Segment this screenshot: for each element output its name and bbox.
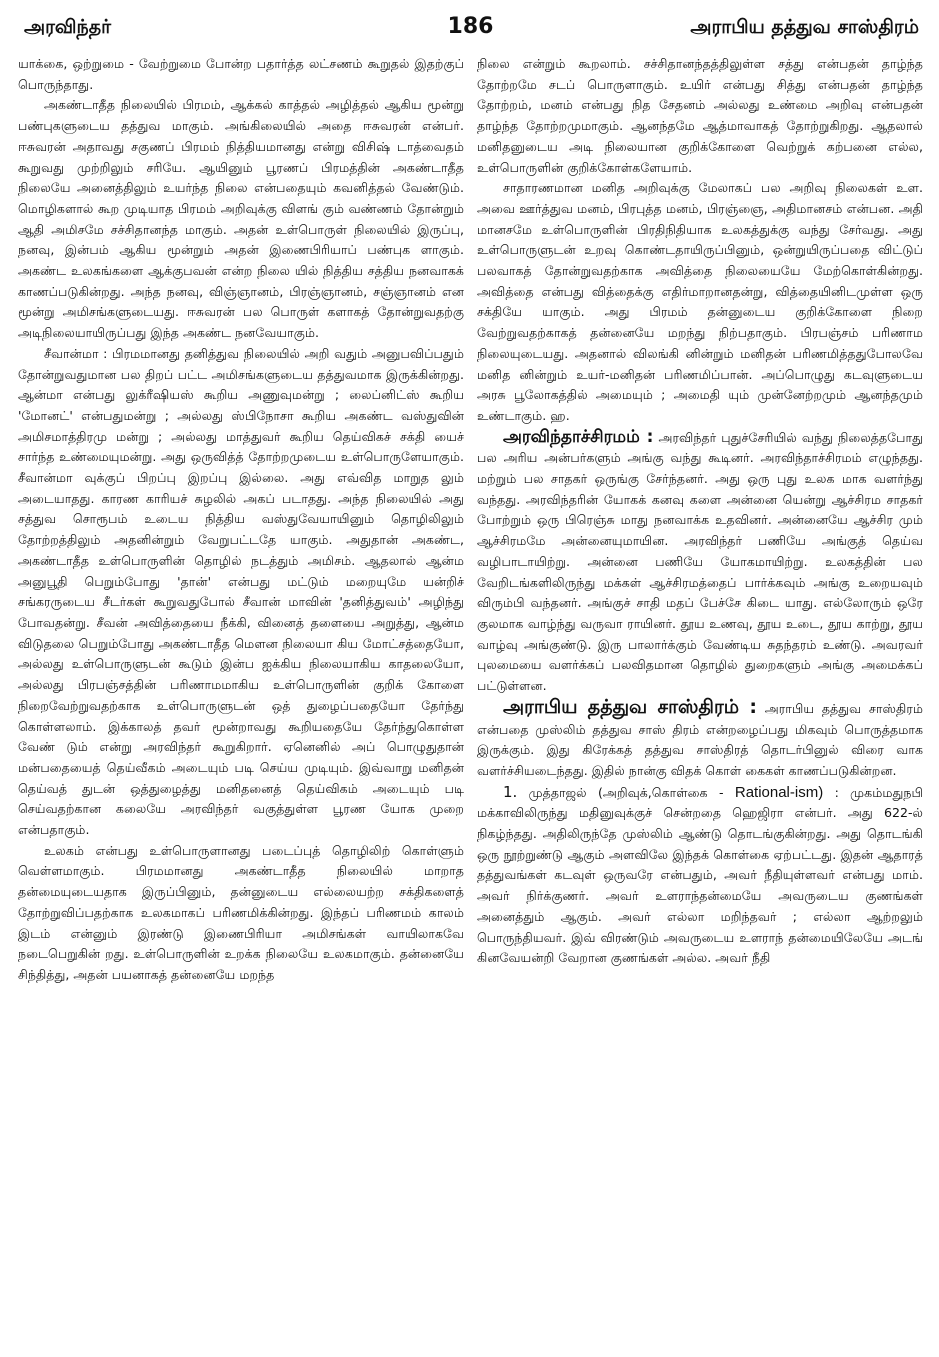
list-item <box>477 782 923 969</box>
running-header <box>18 14 923 54</box>
item-body: : முகம்மதுநபி மக்காவிலிருந்து மதினுவுக்குச் சென்றதை ஹெஜிரா என்பர். அது 622-ல் நிகழ்ந்தது. அதிலிருந்தே முஸ்லிம் ஆண்டு தொடங்குகின்றது. அது தொடங்கி ஒரு நூற்றுண்டு ஆகும் அளவிலே இந்தக் கொள்கை ஏற்பட்டது. இதன் ஆதாரத் தத்துவங்கள் கடவுள் ஒருவரே என்பதும், அவர் நீதியுள்ளவர் என்பது மாம். அவர் நிர்க்குணர். அவர் உளராந்தன்மையே அவருடைய குணங்கள் அனைத்தும் ஆகும். அவர் எல்லா மறிந்தவர் ; எல்லா ஆற்றலும் பொருந்தியவர். இவ் விரண்டும் அவருடைய உளராந் தன்மையிலேயே அடங் கினவேயன்றி வேறான குணங்கள் அல்ல. அவர் நீதி <box>477 784 923 966</box>
paragraph: உலகம் என்பது உள்பொருளானது படைப்புத் தொழிலிற் கொள்ளும் வெள்ளமாகும். பிரமமானது அகண்டாதீத நிலையில் மாறாத தன்மையுடையதாக இருப்பினும், தன்னுடைய எல்லையற்ற சக்திகளைத் தோற்றுவிப்பதற்காக உலகமாகப் பரிணமிக்கின்றது. இந்தப் பரிணமம் காலம் இடம் என்னும் இரண்டு இணைபிரியா அமிசங்கள் வாயிலாகவே நடைபெறுகின் றது. உள்பொருளின் உறக்க நிலையே உலகமாகும். தன்னையே சிந்தித்து, அதன் பயனாகத் தன்னையே மறந்த <box>18 842 464 982</box>
paragraph: சாதாரணமான மனித அறிவுக்கு மேலாகப் பல அறிவு நிலைகள் உள. அவை ஊர்த்துவ மனம், பிரபுத்த மனம், பிரஞ்ஞை, அதிமானசம் என்பன. அதி மானசமே உள்பொருளின் பிரதிநிதியாக உலகத்துக்கு வந்து சேர்வது. அது உள்பொருளுடன் உறவு கொண்டதாயிருப்பினும், ஒன்றுயிருப்பதை விட்டுப் பலவாகத் தோன்றுவதற்காக அவித்தை நிலையையே மேற்கொள்கின்றது. அவித்தை என்பது வித்தைக்கு எதிர்மாறானதன்று, வித்தையினிடமுள்ள ஒரு சக்தியே யாகும். அது பிரமம் தன்னுடைய குறிக்கோளை நிறை வேற்றுவதற்காகத் தன்னையே மறந்து நிற்பதாகும். பிரபஞ்சம் பரிணாம நிலையுடையது. அதனால் விலங்கி னின்றும் மனிதன் பரிணமித்ததுபோலவே மனித னின்றும் உயர்-மனிதன் பரிணமிப்பான். அப்பொழுது கடவுளுடைய அரசு பூலோகத்தில் அமையும் ; அமைதி யும் முன்னேற்றமும் ஆனந்தமும் உண்டாகும். ஹ. <box>477 180 923 423</box>
section-body: அராபிய தத்துவ சாஸ்திரம் என்பதை முஸ்லிம் தத்துவ சாஸ் திரம் என்றழைப்பது மிகவும் பொருத்தமாக இருக்கும். இது கிரேக்கத் தத்துவ சாஸ்திரத் தொடர்பினுல் விரை வாக வளர்ச்சியடைந்தது. இதில் நான்கு விதக் கொள் கைகள் காணப்படுகின்றன. <box>477 700 923 778</box>
paragraph: அகண்டாதீத நிலையில் பிரமம், ஆக்கல் காத்தல் அழித்தல் ஆகிய மூன்று பண்புகளுடைய தத்துவ மாகும். அங்கிலையில் அதை ஈசுவரன் என்பர். ஈசுவரன் அதாவது சகுணப் பிரமம் நித்தியமானது என்று விசிஷ் டாத்வைதம் கூறுவது முற்றிலும் சரியே. ஆயினும் பூரணப் பிரமத்தின் அகண்டாதீத நிலையே அனைத்திலும் உயர்ந்த நிலை என்பதையும் கவனித்தல் வேண்டும். மொழிகளால் கூற முடியாத பிரமம் அறிவுக்கு விளங் கும் வண்ணம் தோன்றும் ஆதி அமிசமே சச்சிதானந்த மாகும். அதன் உள்பொருள் நிலையில் இருப்பு, நனவு, இன்பம் ஆகிய மூன்றும் அதன் இணைபிரியாப் பண்புக ளாகும். அகண்ட உலகங்களை ஆக்குபவன் என்ற நிலை யில் நித்திய சத்திய நனவாகக் காணப்படுகின்றது. அந்த நனவு, விஞ்ஞானம், பிரஞ்ஞானம், சஞ்ஞானம் என மூன்று அமிசங்களுடையது. ஈசுவரன் பல பொருள் களாகத் தோன்றுவதற்கு அடிநிலையாயிருப்பது இந்த அகண்ட நனவேயாகும். <box>18 97 464 341</box>
section-heading: அராபிய தத்துவ சாஸ்திரம் : <box>503 695 758 718</box>
item-latin-term: Rational-ism) <box>734 783 824 801</box>
item-heading: முத்தாஜல் (அறிவுக்,கொள்கை - <box>528 784 724 800</box>
paragraph: யாக்கை, ஒற்றுமை - வேற்றுமை போன்ற பதார்த்த லட்சணம் கூறுதல் இதற்குப் பொருந்தாது. <box>18 56 464 92</box>
right-column <box>477 54 923 1349</box>
header-left-title: அரவிந்தர் <box>24 16 112 38</box>
section-heading: அரவிந்தாச்சிரமம் : <box>503 426 654 447</box>
page-number: 186 <box>447 14 494 39</box>
two-column-body <box>18 54 923 1349</box>
section-body: அரவிந்தர் புதுச்சேரியில் வந்து நிலைத்தபோது பல அரிய அன்பர்களும் அங்கு வந்து கூடினர். அரவிந்தாச்சிரமம் எழுந்தது. மற்றும் பல சாதகர் ஒருங்கு சேர்ந்தனர். அது ஒரு புது உலக மாக வளர்ந்து வந்தது. அரவிந்தரின் யோகக் கனவு களை அன்னை யென்று ஆச்சிரம சாதகர் போற்றும் ஒரு பிரெஞ்சு மாது நனவாக்க உதவினர். அன்னையே ஆச்சிர மும் ஆச்சிரமமே அன்னையுமாயின. அரவிந்தர் பணியே அங்குத் தெய்வ வழிபாடாயிற்று. அன்னை பணியே யோகமாயிற்று. உலகத்தின் பல வேறிடங்களிலிருந்து மக்கள் ஆச்சிரமத்தைப் பார்க்கவும் அங்கு உறையவும் விரும்பி வந்தனர். அங்குச் சாதி மதப் பேச்சே கிடை யாது. எல்லோரும் ஒரே குலமாக வாழ்ந்து வருவா ராயினர். தூய உணவு, தூய உடை, தூய காற்று, தூய வாழ்வு அங்குண்டு. இரு பாலார்க்கும் வேண்டிய சுதந்தரம் உண்டு. அவரவர் புலமையை வளர்க்கப் பலவிதமான தொழில் துறைகளும் அங்கு அமைக்கப் பட்டுள்ளன. <box>477 429 923 694</box>
paragraph: நிலை என்றும் கூறலாம். சச்சிதானந்தத்திலுள்ள சத்து என்பதன் தாழ்ந்த தோற்றமே சடப் பொருளாகும். உயிர் என்பது சித்து என்பதன் தாழ்ந்த தோற்றம், மனம் என்பது நித சேதனம் அல்லது உண்மை அறிவு என்பதன் தாழ்ந்த தோற்றமுமாகும். ஆனந்தமே ஆத்மாவாகத் தோற்றுகிறது. ஆதலால் மனிதனுடைய அடி நிலையான குறிக்கோளை வெற்றுக் கற்பனை எல்ல, உள்பொருளின் குறிக்கோள்களேயாம். <box>477 56 923 175</box>
header-right-title: அராபிய தத்துவ சாஸ்திரம் <box>690 16 919 38</box>
section-aravindashram <box>477 427 923 697</box>
item-number: 1. <box>503 782 518 801</box>
paragraph: சீவான்மா : பிரமமானது தனித்துவ நிலையில் அறி வதும் அனுபவிப்பதும் தோன்றுவதுமான பல திறப் பட்ட அமிசங்களுடைய தத்துவமாக இருக்கின்றது. ஆன்மா என்பது லுக்ரீஷியஸ் கூறிய அணுவுமன்று ; லைப்னிட்ஸ் கூறிய 'மோனட்' என்பதுமன்று ; அல்லது ஸ்பிநோசா கூறிய அகண்ட வஸ்துவின் அமிசமாத்திரமு மன்று ; அல்லது மாத்துவர் கூறிய தெய்விகச் சக்தி யைச் சார்ந்த உண்மையுமன்று. அது ஒருவித்த் தோற்றமுடைய உள்பொருளேயாகும். சீவான்மா வுக்குப் பிறப்பு இறப்பு இல்லை. அது எவ்வித மாறுத லும் அடையாதது. காரண காரியச் சுழலில் அகப் படாதது. அந்த நிலையில் அது சத்துவ சொரூபம் உடைய நித்திய வஸ்துவேயாயினும் தொழிலிலும் தோற்றத்திலும் அதனின்றும் வேறுபட்டதே யாகும். அதுதான் அகண்ட, அகண்டாதீத உள்பொருளின் தொழில் நடத்தும் அமிசம். ஆதலால் ஆன்ம அனுபூதி பெறும்போது 'தான்' என்பது மட்டும் மறையுமே யன்றிச் சங்கரருடைய சீடர்கள் கூறுவதுபோல் சீவான் மாவின் 'தனித்துவம்' அழிந்து போவதன்று. சீவன் அவித்தையை நீக்கி, வினைத் தளையை அறுத்து, ஆன்ம விடுதலை பெறும்போது அகண்டாதீத மௌன நிலையா கிய மோட்சத்தையோ, அல்லது உள்பொருளுடன் கூடும் இன்ப ஐக்கிய நிலையாகிய காதலையோ, அல்லது பிரபஞ்சத்தின் பரிணாமமாகிய உள்பொருளின் குறிக் கோளை நிறைவேற்றுவதற்காக உள்பொருளுடன் ஒத் துழைப்பதையோ தேர்ந்து கொள்ளலாம். இக்காலத் தவர் மூன்றாவது கூறியதையே தேர்ந்துகொள்ள வேண் டும் என்று அரவிந்தர் கூறுகிறார். ஏனெனில் அப் பொழுதுதான் மன்பதையைத் தெய்வீகம் அடையும் படி செய்ய முடியும். இவ்வாறு மனிதன் தெய்வத் துடன் ஒத்துழைத்து மனிதனைத் தெய்விகம் அடையும் படி செய்வதற்கான கலையே அரவிந்தர் வகுத்துள்ள பூரண யோக முறை என்பதாகும். <box>18 345 464 838</box>
section-arabic-philosophy <box>477 697 923 782</box>
left-column <box>18 54 464 1349</box>
